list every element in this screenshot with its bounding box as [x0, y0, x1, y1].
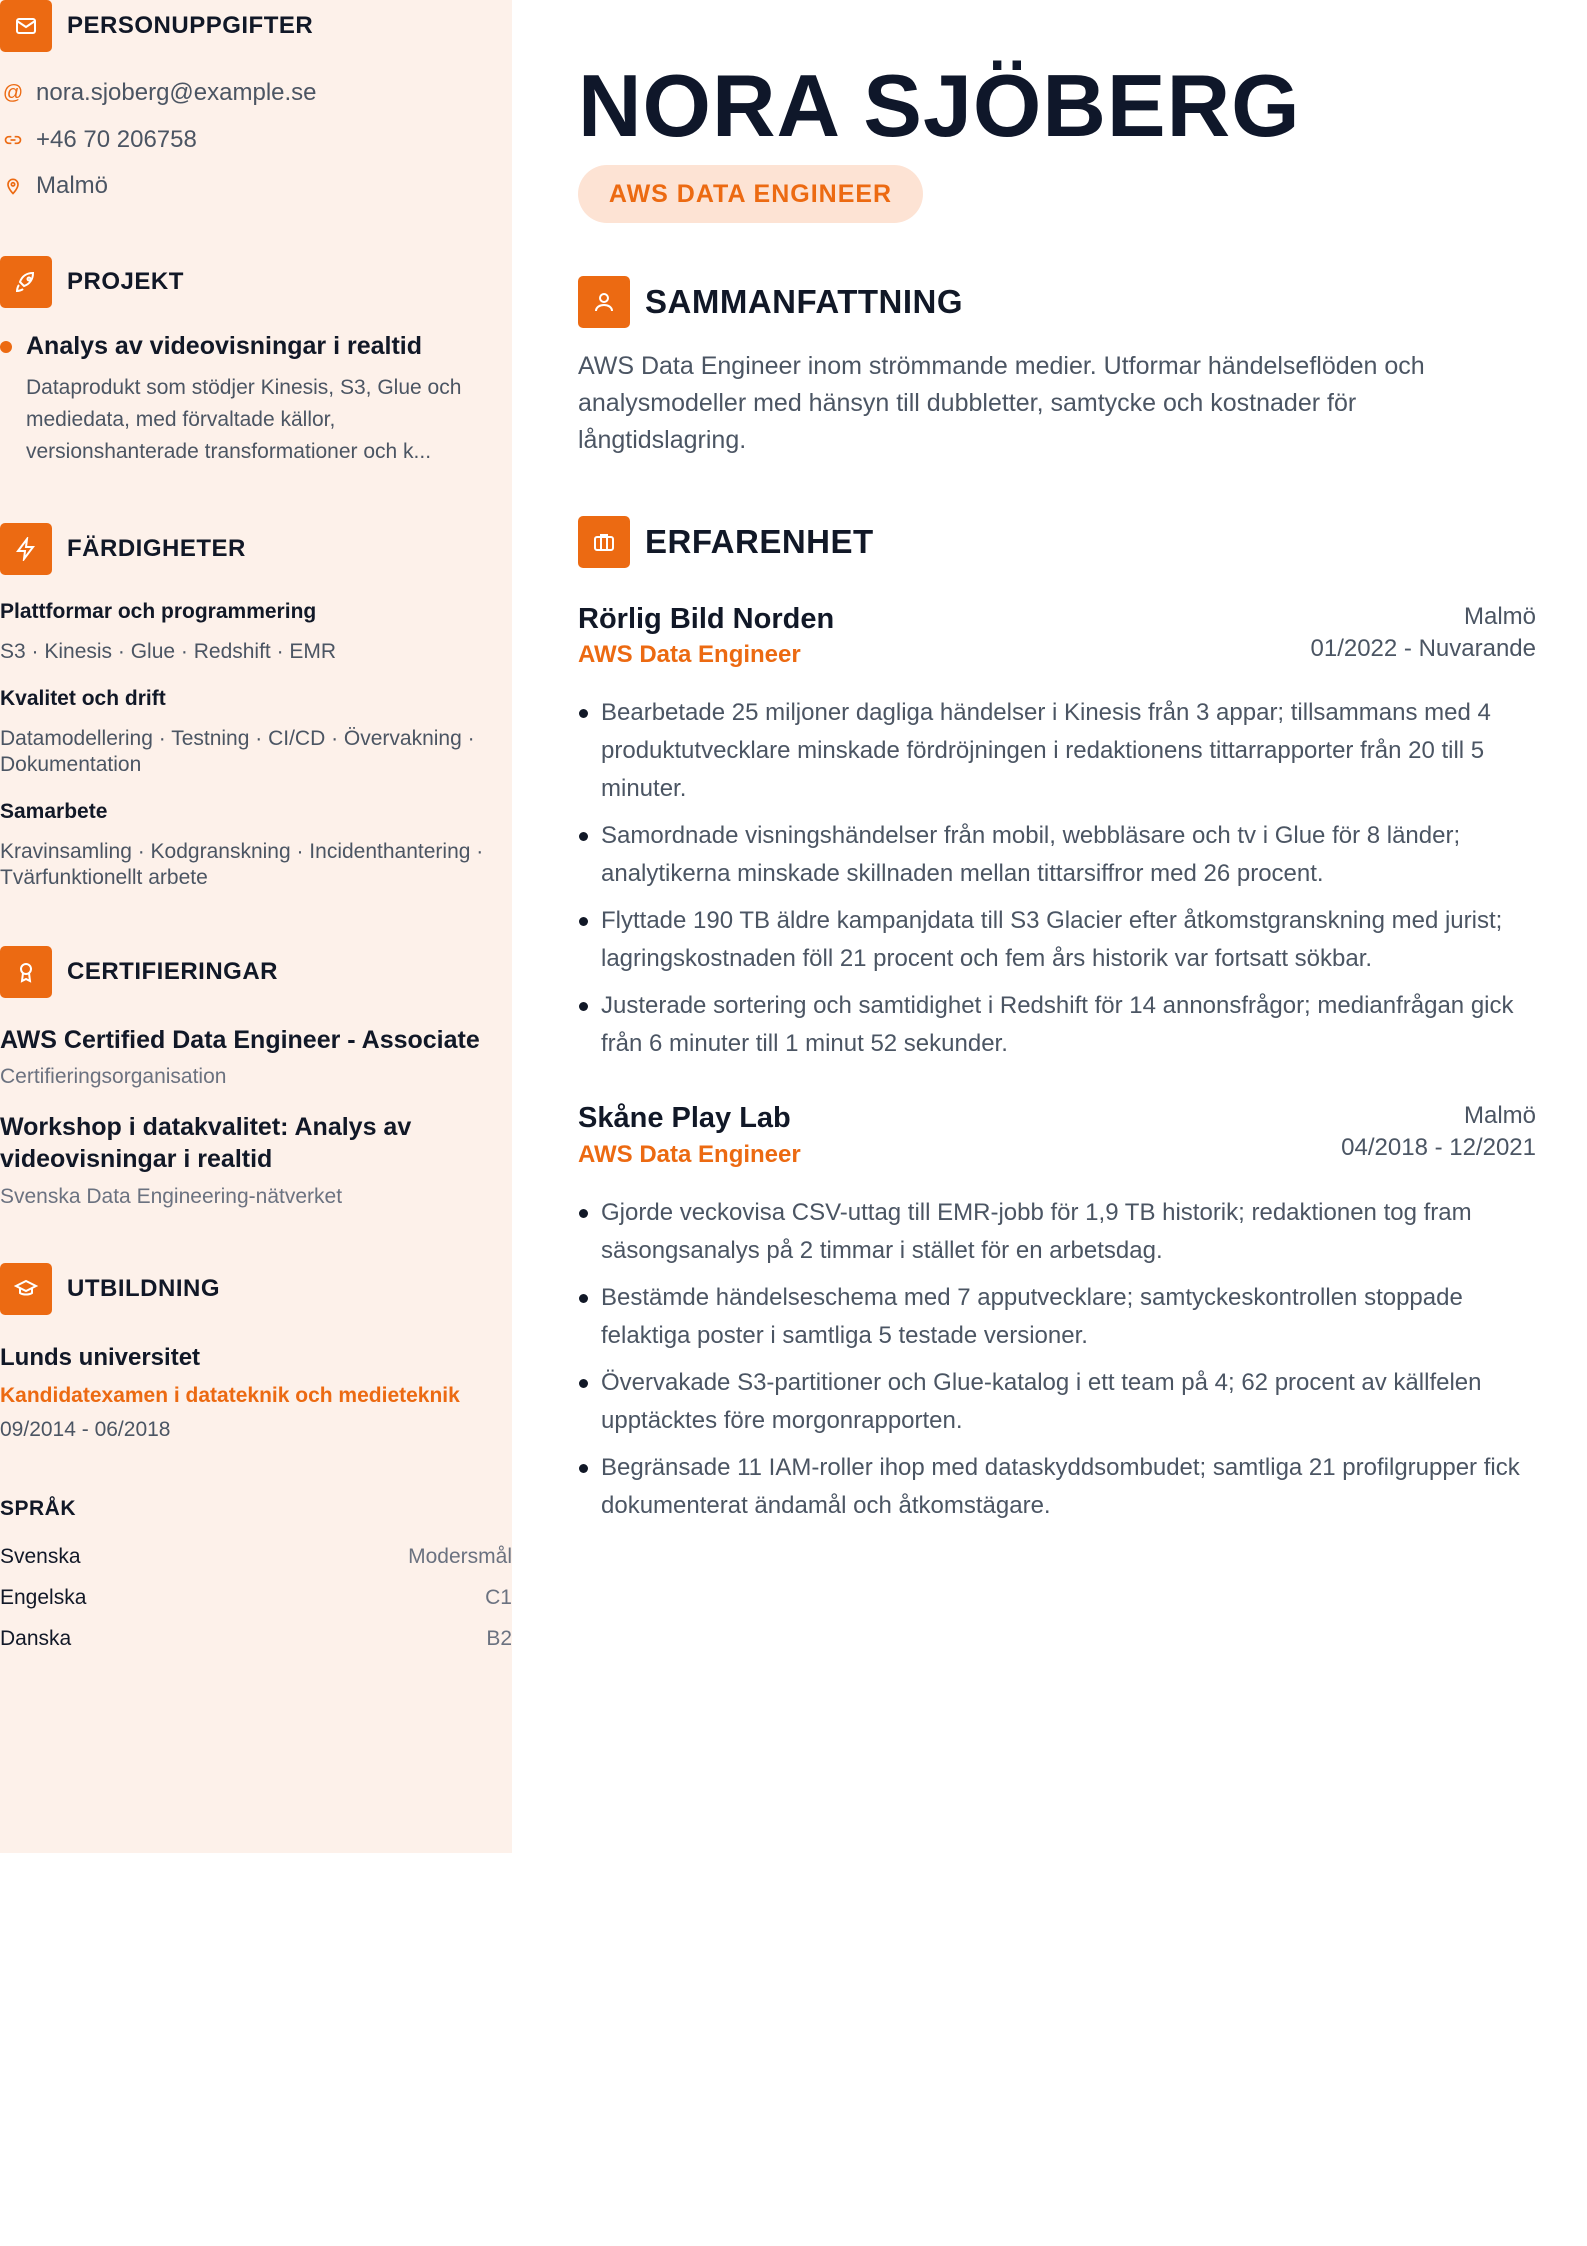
- contact-phone: [0, 126, 197, 154]
- envelope-icon: [0, 0, 52, 52]
- personal-section-header: [0, 0, 313, 52]
- experience-section-title: ERFARENHET: [645, 523, 874, 560]
- language-row: [0, 1586, 512, 1610]
- phone-text: +46 70 206758: [36, 126, 197, 153]
- list-item: Bestämde händelseschema med 7 apputvecklare; samtyckeskontrollen stoppade felaktiga poster i samtliga 5 testade versioner.: [578, 1279, 1536, 1355]
- project-title: [0, 332, 422, 361]
- list-item: Bearbetade 25 miljoner dagliga händelser i Kinesis från 3 appar; tillsammans med 4 produktutvecklare minskade fördröjningen i redaktionens tittarrapporter från 20 till 5 minuter.: [578, 694, 1536, 808]
- job-role: AWS Data Engineer: [578, 1141, 801, 1168]
- language-row: [0, 1627, 512, 1651]
- language-level: C1: [485, 1586, 512, 1609]
- skills-section-title: FÄRDIGHETER: [67, 535, 246, 562]
- job-bullets: [578, 1194, 1536, 1534]
- education-school: Lunds universitet: [0, 1344, 201, 1371]
- certification-name: Workshop i datakvalitet: Analys av videovisningar i realtid: [0, 1113, 412, 1173]
- candidate-name: NORA SJÖBERG: [578, 56, 1301, 155]
- list-item: Övervakade S3-partitioner och Glue-katalog i ett team på 4; 62 procent av källfelen upptäcktes före morgonrapporten.: [578, 1364, 1536, 1440]
- skill-category: Samarbete: [0, 800, 108, 823]
- skill-list: Kravinsamling · Kodgranskning · Incidenthantering · Tvärfunktionellt arbete: [0, 840, 484, 889]
- role-badge: AWS DATA ENGINEER: [578, 165, 923, 223]
- experience-section-header: [578, 516, 874, 568]
- personal-section-title: PERSONUPPGIFTER: [67, 12, 314, 39]
- list-item: Begränsade 11 IAM-roller ihop med dataskyddsombudet; samtliga 21 profilgrupper fick dokumenterat ändamål och åtkomstägare.: [578, 1449, 1536, 1525]
- certification-name: AWS Certified Data Engineer - Associate: [0, 1026, 480, 1054]
- education-degree: Kandidatexamen i datateknik och medieteknik: [0, 1384, 460, 1407]
- education-section-title: UTBILDNING: [67, 1275, 220, 1302]
- summary-text: AWS Data Engineer inom strömmande medier. Utformar händelseflöden och analysmodeller med hänsyn till dubbletter, samtycke och kostnader för långtidslagring.: [578, 352, 1425, 454]
- job-company: Rörlig Bild Norden: [578, 603, 835, 635]
- certifications-section-title: CERTIFIERINGAR: [67, 958, 278, 985]
- language-name: Svenska: [0, 1545, 81, 1568]
- at-icon: @: [2, 81, 24, 104]
- projects-section-header: [0, 256, 184, 308]
- job-role: AWS Data Engineer: [578, 641, 801, 668]
- education-section-header: [0, 1263, 220, 1315]
- list-item: Flyttade 190 TB äldre kampanjdata till S3 Glacier efter åtkomstgranskning med jurist; lagringskostnaden föll 21 procent och fem års historik var fortsatt sökbar.: [578, 902, 1536, 978]
- certification-org: Svenska Data Engineering-nätverket: [0, 1185, 343, 1208]
- summary-section-header: [578, 276, 963, 328]
- bullet-dot: [0, 341, 12, 353]
- job-dates: 04/2018 - 12/2021: [1341, 1134, 1536, 1161]
- certifications-section-header: [0, 946, 278, 998]
- award-icon: [0, 946, 52, 998]
- contact-location: [0, 172, 108, 200]
- location-text: Malmö: [36, 172, 109, 199]
- job-location: Malmö: [1463, 603, 1536, 630]
- briefcase-icon: [578, 516, 630, 568]
- job-company: Skåne Play Lab: [578, 1102, 791, 1134]
- link-icon: [0, 130, 26, 150]
- skills-section-header: [0, 523, 246, 575]
- project-description: Dataprodukt som stödjer Kinesis, S3, Glue och mediedata, med förvaltade källor, versionshanterade transformationer och k...: [26, 376, 462, 463]
- projects-section-title: PROJEKT: [67, 268, 184, 295]
- education-dates: 09/2014 - 06/2018: [0, 1418, 171, 1441]
- lightning-icon: [0, 523, 52, 575]
- language-row: [0, 1545, 512, 1569]
- project-name: Analys av videovisningar i realtid: [26, 332, 422, 360]
- graduation-cap-icon: [0, 1263, 52, 1315]
- job-dates: 01/2022 - Nuvarande: [1310, 635, 1536, 662]
- list-item: Justerade sortering och samtidighet i Redshift för 14 annonsfrågor; medianfrågan gick från 6 minuter till 1 minut 52 sekunder.: [578, 987, 1536, 1063]
- skill-category: Kvalitet och drift: [0, 687, 166, 710]
- map-pin-icon: [0, 176, 26, 196]
- job-bullets: [578, 694, 1536, 1072]
- skill-list: Datamodellering · Testning · CI/CD · Övervakning · Dokumentation: [0, 727, 475, 776]
- language-name: Danska: [0, 1627, 72, 1650]
- language-level: Modersmål: [408, 1545, 512, 1568]
- skill-category: Plattformar och programmering: [0, 600, 317, 623]
- contact-email: [0, 79, 317, 107]
- job-location: Malmö: [1463, 1102, 1536, 1129]
- language-level: B2: [486, 1627, 512, 1650]
- rocket-icon: [0, 256, 52, 308]
- languages-title: SPRÅK: [0, 1497, 77, 1520]
- sidebar: [0, 0, 512, 1853]
- skill-list: S3 · Kinesis · Glue · Redshift · EMR: [0, 640, 337, 663]
- list-item: Samordnade visningshändelser från mobil, webbläsare och tv i Glue för 8 länder; analytikerna minskade skillnaden mellan tittarsiffror med 26 procent.: [578, 817, 1536, 893]
- list-item: Gjorde veckovisa CSV-uttag till EMR-jobb för 1,9 TB historik; redaktionen tog fram säsongsanalys på 2 timmar i stället för en arbetsdag.: [578, 1194, 1536, 1270]
- certification-org: Certifieringsorganisation: [0, 1065, 227, 1088]
- summary-section-title: SAMMANFATTNING: [645, 283, 964, 320]
- user-icon: [578, 276, 630, 328]
- language-name: Engelska: [0, 1586, 87, 1609]
- email-text: nora.sjoberg@example.se: [36, 79, 317, 106]
